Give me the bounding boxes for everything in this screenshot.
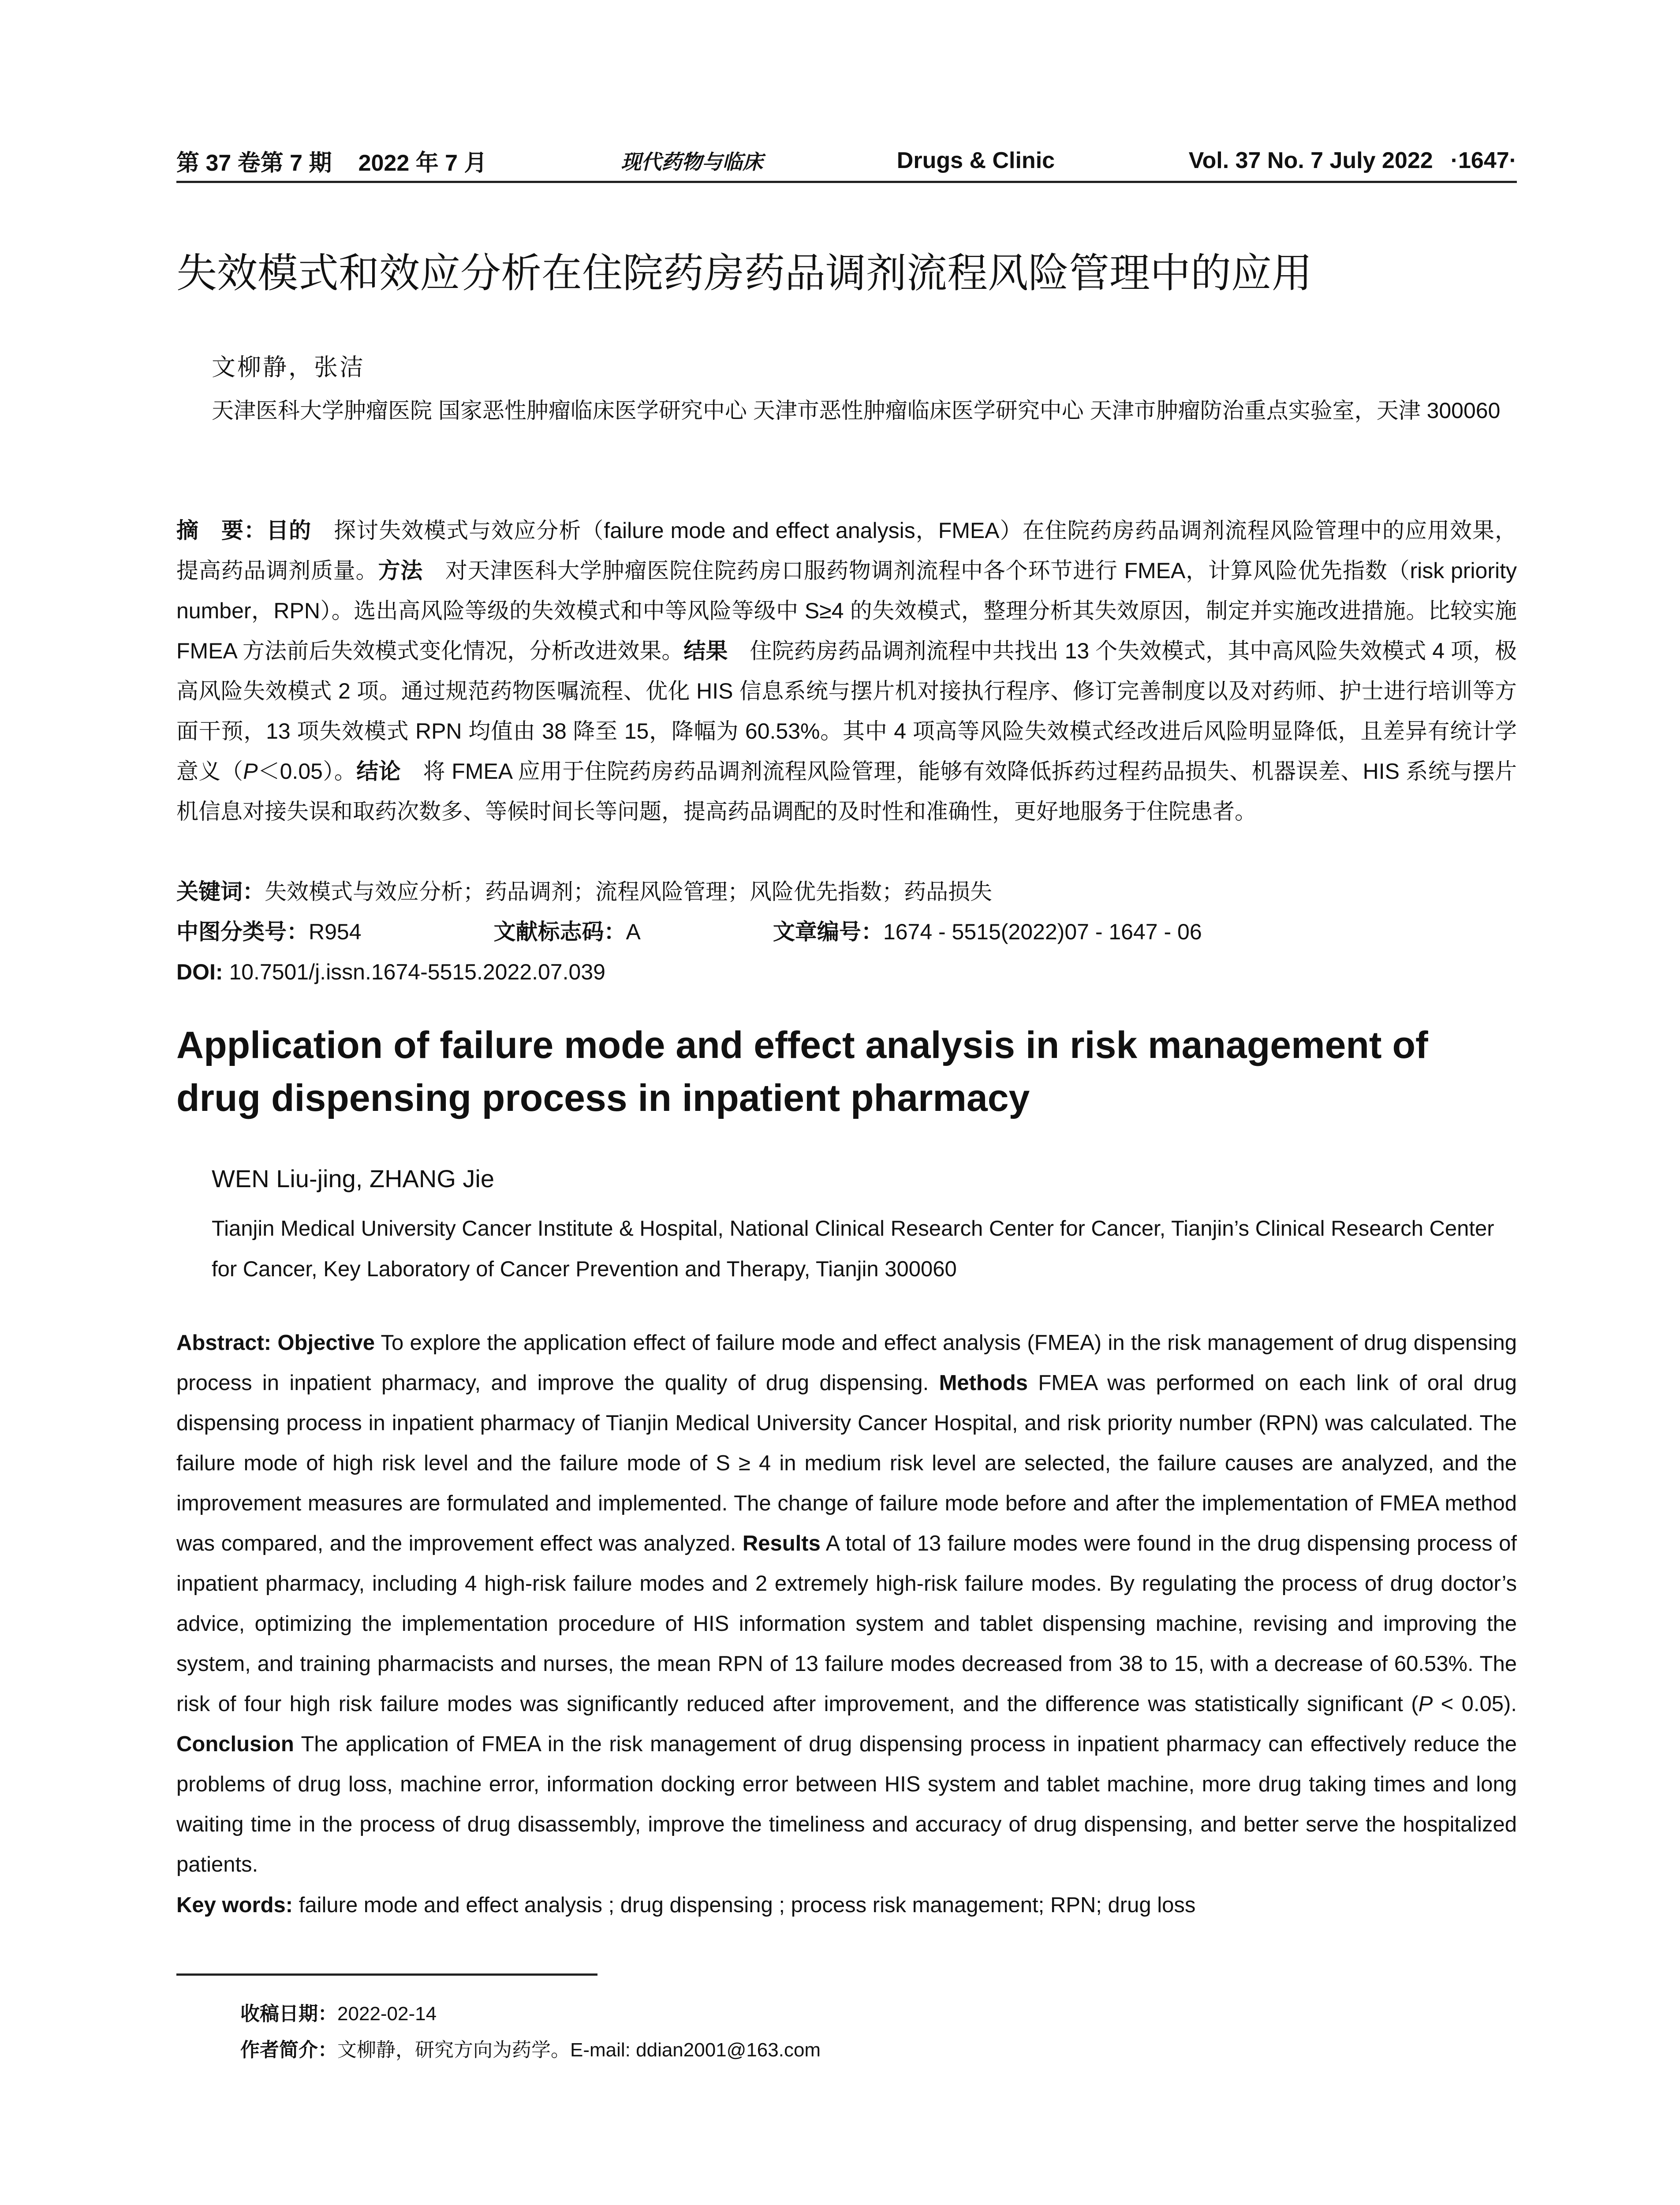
keywords-cn-label: 关键词： (176, 879, 265, 904)
abstract-en-results: A total of 13 failure modes were found in the drug dispensing process of inpatient pharmacy, including 4 high-risk failure modes and 2 extremely high-risk failure modes. By regulating the process of drug doctor’s advice, optimizing the implementation procedure of HIS information system and tablet dispensing machine, revising and improving the system, and training pharmacists and nurses, the mean RPN of 13 failure modes decreased from 38 to 15, with a decrease of 60.53%. The risk of four high risk failure modes was significantly reduced after improvement, and the difference was statistically significant ( (176, 1532, 1517, 1716)
received-label: 收稿日期： (240, 2003, 337, 2025)
abstract-cn-objective: 探讨失效模式与效应分析（failure mode and effect analysis，FMEA）在住院药房药品调剂流程风险管理中的应用效果，提高药品调剂质量。 (176, 518, 1517, 583)
abstract-en-conclusion: The application of FMEA in the risk management of drug dispensing process in inpatient pharmacy can effectively reduce the problems of drug loss, machine error, information docking error between HIS system and tablet machine, more drug taking times and long waiting time in the process of drug disassembly, improve the timeliness and accuracy of drug dispensing, and better serve the hospitalized patients. (176, 1732, 1517, 1876)
abstract-cn-results-tail: ＜0.05）。 (258, 759, 357, 784)
footnote-rule (176, 1973, 597, 1976)
affiliation-cn: 天津医科大学肿瘤医院 国家恶性肿瘤临床医学研究中心 天津市恶性肿瘤临床医学研究中心 天津市肿瘤防治重点实验室，天津 300060 (212, 398, 1501, 423)
header-issue-en: Vol. 37 No. 7 July 2022 (1188, 148, 1433, 173)
keywords-en-label: Key words: (176, 1893, 293, 1917)
footnote-author-bio (240, 2034, 821, 2062)
abstract-cn-conclusion: 将 FMEA 应用于住院药房药品调剂流程风险管理，能够有效降低拆药过程药品损失、机器误差、HIS 系统与摆片机信息对接失误和取药次数多、等候时间长等问题，提高药品调配的及时性和准确性，更好地服务于住院患者。 (176, 759, 1517, 824)
header-issue-page-en (1189, 147, 1517, 174)
received-date: 2022-02-14 (337, 2003, 437, 2025)
keywords-en-text: failure mode and effect analysis ; drug dispensing ; process risk management; RPN; drug loss (293, 1893, 1196, 1917)
abstract-cn-conclusion-label: 结论 (356, 759, 401, 784)
abstract-cn (176, 511, 1517, 832)
keywords-cn-text: 失效模式与效应分析；药品调剂；流程风险管理；风险优先指数；药品损失 (265, 879, 992, 904)
abstract-en-conclusion-label: Conclusion (176, 1732, 294, 1756)
keywords-en (176, 1885, 1517, 1925)
abstract-en-results-tail: < 0.05). (1433, 1692, 1517, 1716)
classification-line (176, 912, 1202, 952)
abstract-en-p-symbol: P (1418, 1692, 1433, 1716)
running-header (176, 140, 1517, 183)
doi-label: DOI: (176, 960, 223, 984)
abstract-en-methods-label: Methods (939, 1371, 1028, 1395)
header-page-number: ·1647· (1450, 148, 1517, 173)
header-date-cn: 2022 年 7 月 (358, 150, 487, 176)
doc-code-label: 文献标志码： (493, 919, 626, 944)
doc-code-value: A (626, 919, 641, 944)
footnote-received (240, 1998, 437, 2026)
article-no-value: 1674 - 5515(2022)07 - 1647 - 06 (883, 919, 1202, 944)
abstract-cn-methods: 对天津医科大学肿瘤医院住院药房口服药物调剂流程中各个环节进行 FMEA，计算风险优先指数（risk priority number，RPN）。选出高风险等级的失效模式和中等风险等级中 S≥4 的失效模式，整理分析其失效原因，制定并实施改进措施。比较实施 FMEA 方法前后失效模式变化情况，分析改进效果。 (176, 558, 1517, 663)
abstract-en-objective: To explore the application effect of failure mode and effect analysis (FMEA) in the risk management of drug dispensing process in inpatient pharmacy, and improve the quality of drug dispensing. (176, 1331, 1517, 1395)
article-no-label: 文章编号： (773, 919, 883, 944)
bio-text: 文柳静，研究方向为药学。E-mail: ddian2001@163.com (337, 2039, 821, 2061)
clc-label: 中图分类号： (176, 919, 309, 944)
abstract-cn-results: 住院药房药品调剂流程中共找出 13 个失效模式，其中高风险失效模式 4 项，极高风险失效模式 2 项。通过规范药物医嘱流程、优化 HIS 信息系统与摆片机对接执行程序、修订完善制度以及对药师、护士进行培训等方面干预，13 项失效模式 RPN 均值由 38 降至 15，降幅为 60.53%。其中 4 项高等风险失效模式经改进后风险明显降低，且差异有统计学意义（ (176, 639, 1517, 784)
abstract-en-label: Abstract: (176, 1331, 272, 1355)
abstract-en-results-label: Results (742, 1532, 821, 1555)
abstract-cn-objective-label: 目的 (266, 518, 312, 543)
title-en: Application of failure mode and effect analysis in risk management of drug dispensing process in inpatient pharmacy (176, 1024, 1428, 1119)
keywords-cn (176, 872, 992, 912)
abstract-cn-results-label: 结果 (683, 639, 728, 663)
clc-value: R954 (309, 919, 362, 944)
title-cn: 失效模式和效应分析在住院药房药品调剂流程风险管理中的应用 (176, 251, 1313, 296)
abstract-cn-label: 摘 要： (176, 518, 267, 543)
abstract-en-methods: FMEA was performed on each link of oral drug dispensing process in inpatient pharmacy of Tianjin Medical University Cancer Hospital, and risk priority number (RPN) was calculated. The failure mode of high risk level and the failure mode of S ≥ 4 in medium risk level are selected, the failure causes are analyzed, and the improvement measures are formulated and implemented. The change of failure mode before and after the implementation of FMEA method was compared, and the improvement effect was analyzed. (176, 1371, 1517, 1555)
abstract-en (176, 1323, 1517, 1885)
doi-value: 10.7501/j.issn.1674-5515.2022.07.039 (223, 960, 605, 984)
header-issue-date-cn (176, 144, 487, 177)
header-journal-cn: 现代药物与临床 (621, 150, 763, 174)
header-issue-cn: 第 37 卷第 7 期 (176, 150, 332, 176)
authors-cn: 文柳静，张洁 (212, 353, 365, 381)
abstract-en-objective-label: Objective (277, 1331, 375, 1355)
abstract-cn-methods-label: 方法 (378, 558, 423, 583)
doi-line (176, 952, 605, 992)
bio-label: 作者简介： (240, 2039, 337, 2061)
affiliation-en: Tianjin Medical University Cancer Institute & Hospital, National Clinical Research Center for Cancer, Tianjin’s Clinical Research Center for Cancer, Key Laboratory of Cancer Prevention and Therapy, Tianjin 300060 (212, 1217, 1494, 1281)
abstract-cn-p-symbol: P (243, 759, 258, 784)
header-journal-en: Drugs & Clinic (896, 148, 1055, 173)
authors-en: WEN Liu-jing, ZHANG Jie (212, 1165, 495, 1192)
